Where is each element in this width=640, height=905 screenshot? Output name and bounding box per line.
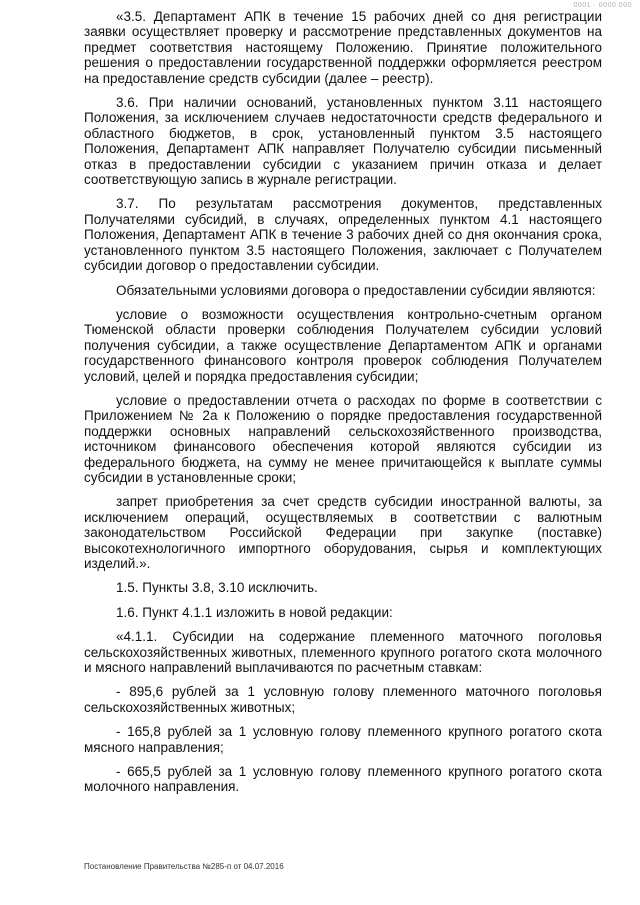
paragraph-3-5: «3.5. Департамент АПК в течение 15 рабочих дней со дня регистрации заявки осуществляет проверку и рассмотрение представленных документов на предмет соответствия настоящему Положению. Принятие положительного решения о предоставлении государственной поддержки оформляется реестром на предоставление средств субсидии (далее – реестр). xyxy=(84,9,602,86)
paragraph-1-6: 1.6. Пункт 4.1.1 изложить в новой редакции: xyxy=(116,604,393,620)
rate-item-3: - 665,5 рублей за 1 условную голову племенного крупного рогатого скота молочного направления. xyxy=(84,764,602,795)
paragraph-3-7: 3.7. По результатам рассмотрения документов, представленных Получателями субсидий, в случаях, определенных пунктом 4.1 настоящего Положения, Департамент АПК в течение 3 рабочих дней со дня окончания срока, установленного пунктом 3.5 настоящего Положения, заключает с Получателем субсидии договор о предоставлении субсидии. xyxy=(84,196,602,274)
corner-mark: 0001 · 0000 000 xyxy=(573,2,632,9)
rate-item-1: - 895,6 рублей за 1 условную голову племенного маточного поголовья сельскохозяйственных животных; xyxy=(84,684,602,715)
paragraph-1-5: 1.5. Пункты 3.8, 3.10 исключить. xyxy=(116,580,318,596)
paragraph-contract-conditions: Обязательными условиями договора о предоставлении субсидии являются: xyxy=(116,282,596,298)
page-footer: Постановление Правительства №285-п от 04.07.2016 xyxy=(84,862,284,871)
paragraph-4-1-1: «4.1.1. Субсидии на содержание племенного маточного поголовья сельскохозяйственных животных, племенного крупного рогатого скота молочного и мясного направлений выплачиваются по расчетным ставкам: xyxy=(84,629,602,676)
rate-item-2: - 165,8 рублей за 1 условную голову племенного крупного рогатого скота мясного направления; xyxy=(84,724,602,755)
paragraph-currency-ban: запрет приобретения за счет средств субсидии иностранной валюты, за исключением операций, осуществляемых в соответствии с валютным законодательством Российской Федерации при закупке (поставке) высокотехнологичного импортного оборудования, сырья и комплектующих изделий.». xyxy=(84,494,602,571)
paragraph-3-6: 3.6. При наличии оснований, установленных пунктом 3.11 настоящего Положения, за исключением случаев недостаточности средств федерального и областного бюджетов, в срок, установленный пунктом 3.5 настоящего Положения, Департамент АПК направляет Получателю субсидии письменный отказ в предоставлении субсидии с указанием причин отказа и делает соответствующую запись в журнале регистрации. xyxy=(84,95,602,188)
paragraph-condition-report: условие о предоставлении отчета о расходах по форме в соответствии с Приложением № 2а к Положению о порядке предоставления государственной поддержки основных направлений сельскохозяйственного производства, источником финансового обеспечения которой являются субсидии из федерального бюджета, на сумму не менее причитающейся к выплате суммы субсидии в установленные сроки; xyxy=(84,392,602,485)
document-body xyxy=(84,9,602,804)
paragraph-condition-audit: условие о возможности осуществления контрольно-счетным органом Тюменской области проверки соблюдения Получателем субсидии условий получения субсидии, а также осуществление Департаментом АПК и органами государственного финансового контроля проверок соблюдения Получателем условий, целей и порядка предоставления субсидии; xyxy=(84,306,602,384)
